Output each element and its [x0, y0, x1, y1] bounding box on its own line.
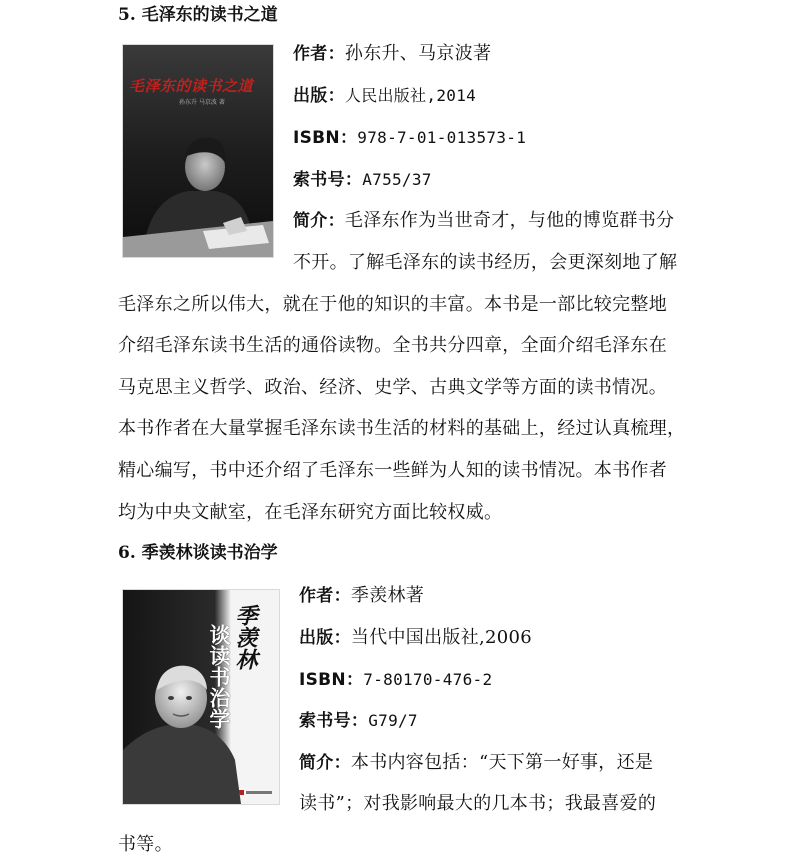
book-2-author-row [299, 584, 424, 608]
book-2-cover-title-b: 谈读书治学 [207, 624, 232, 729]
publisher-value [351, 627, 532, 648]
book-1-intro-line [293, 209, 674, 233]
book-2-cover-image [122, 589, 280, 805]
book-1-cover-title: 毛泽东的读书之道 [129, 77, 254, 95]
call-number-value: G79/7 [368, 711, 418, 730]
publisher-value: 人民出版社,2014 [344, 86, 477, 105]
publisher-label: 出版： [299, 628, 351, 648]
book-2-cover-title-a: 季羡林 [232, 604, 258, 670]
isbn-value: 978-7-01-013573-1 [357, 128, 527, 147]
author-value: 季羡林著 [350, 585, 425, 606]
book-1-heading: 5. 毛泽东的读书之道 [118, 5, 278, 25]
book-2-isbn-row [299, 668, 492, 692]
call-number-value: A755/37 [362, 170, 432, 189]
book-2-intro-line: 书等。 [118, 834, 173, 855]
isbn-label: ISBN： [293, 128, 358, 148]
isbn-label: ISBN： [299, 670, 364, 690]
intro-text: 本书内容包括：“天下第一好事，还是 [350, 752, 654, 773]
book-2-intro-line [299, 751, 653, 775]
book-1-intro-line: 马克思主义哲学、政治、经济、史学、古典文学等方面的读书情况。 [118, 377, 667, 398]
author-value: 孙东升、马京波著 [344, 43, 492, 64]
author-label: 作者： [299, 586, 351, 606]
book-1-cover-authors: 孙东升 马京波 著 [179, 99, 225, 106]
book-1-callno-row [293, 168, 432, 192]
call-number-label: 索书号： [293, 170, 363, 190]
intro-label: 简介： [293, 211, 345, 231]
book-1-intro-line: 均为中央文献室，在毛泽东研究方面比较权威。 [118, 502, 503, 523]
call-number-label: 索书号： [299, 711, 369, 731]
book-2-heading: 6. 季羡林谈读书治学 [118, 543, 278, 563]
book-2-publisher-row [299, 626, 532, 650]
publisher-label: 出版： [293, 86, 345, 106]
publisher-name: 当代中国出版社,2006 [350, 627, 533, 648]
author-label: 作者： [293, 44, 345, 64]
book-1-publisher-row [293, 84, 476, 108]
book-1-intro-line: 不开。了解毛泽东的读书经历，会更深刻地了解 [293, 252, 678, 273]
book-2-intro-line: 读书”；对我影响最大的几本书；我最喜爱的 [299, 793, 657, 814]
book-1-intro-line: 本书作者在大量掌握毛泽东读书生活的材料的基础上，经过认真梳理， [118, 418, 686, 439]
intro-label: 简介： [299, 753, 351, 773]
book-1-intro-line: 介绍毛泽东读书生活的通俗读物。全书共分四章，全面介绍毛泽东在 [118, 335, 667, 356]
book-1-intro-line: 精心编写，书中还介绍了毛泽东一些鲜为人知的读书情况。本书作者 [118, 460, 667, 481]
intro-text: 毛泽东作为当世奇才，与他的博览群书分 [344, 210, 675, 231]
book-1-cover-image [122, 44, 274, 258]
book-1-isbn-row [293, 126, 526, 150]
isbn-value: 7-80170-476-2 [363, 670, 493, 689]
book-1-author-row [293, 42, 491, 66]
book-1-intro-line: 毛泽东之所以伟大，就在于他的知识的丰富。本书是一部比较完整地 [118, 294, 667, 315]
book-2-callno-row [299, 709, 418, 733]
